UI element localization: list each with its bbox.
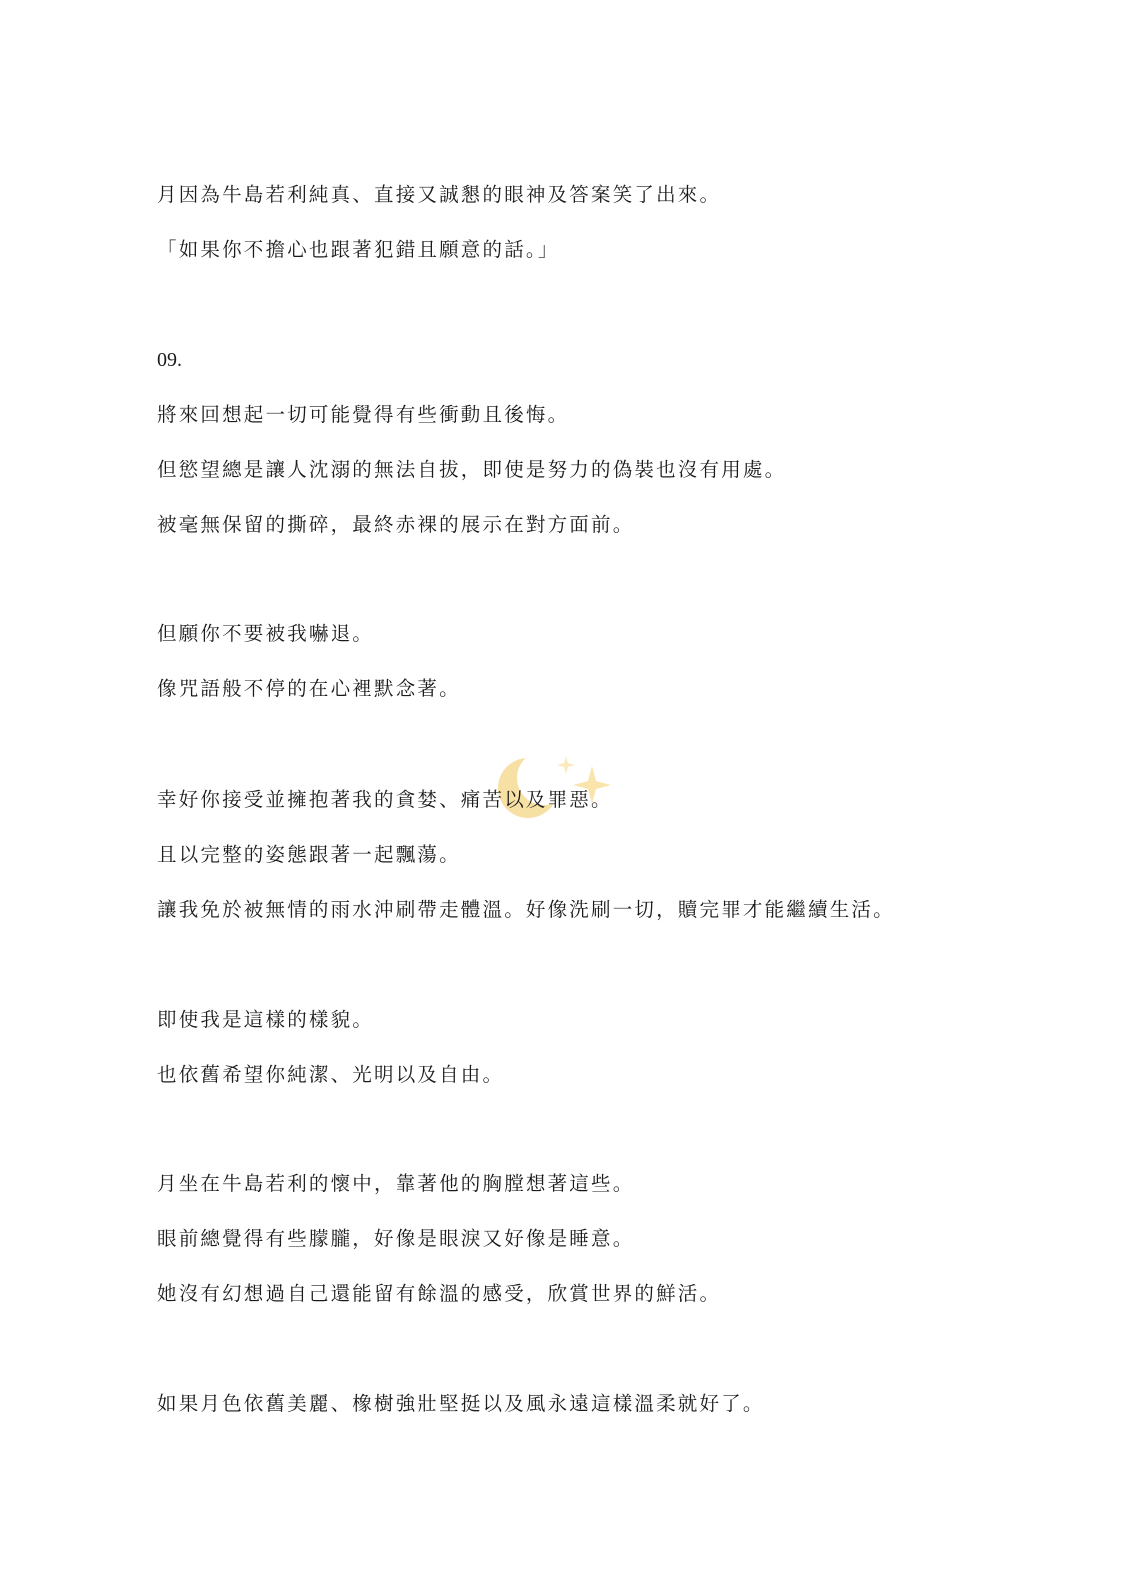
paragraph-line: 讓我免於被無情的雨水沖刷帶走體溫。好像洗刷一切，贖完罪才能繼續生活。 bbox=[157, 898, 895, 921]
paragraph-line: 被毫無保留的撕碎，最終赤裸的展示在對方面前。 bbox=[157, 513, 635, 536]
paragraph-line: 將來回想起一切可能覺得有些衝動且後悔。 bbox=[157, 403, 570, 426]
paragraph-line: 「如果你不擔心也跟著犯錯且願意的話。」 bbox=[157, 238, 560, 261]
paragraph-line: 她沒有幻想過自己還能留有餘溫的感受，欣賞世界的鮮活。 bbox=[157, 1282, 722, 1305]
paragraph-line: 月因為牛島若利純真、直接又誠懇的眼神及答案笑了出來。 bbox=[157, 183, 722, 206]
paragraph-line: 像咒語般不停的在心裡默念著。 bbox=[157, 677, 461, 700]
small-star-shape bbox=[557, 756, 575, 774]
paragraph-line: 且以完整的姿態跟著一起飄蕩。 bbox=[157, 843, 461, 866]
paragraph-line: 但慾望總是讓人沈溺的無法自拔，即使是努力的偽裝也沒有用處。 bbox=[157, 458, 787, 481]
paragraph-line: 但願你不要被我嚇退。 bbox=[157, 622, 375, 645]
paragraph-line: 月坐在牛島若利的懷中，靠著他的胸膛想著這些。 bbox=[157, 1172, 635, 1195]
section-number: 09. bbox=[157, 349, 182, 371]
paragraph-line: 即使我是這樣的樣貌。 bbox=[157, 1008, 375, 1031]
paragraph-line: 如果月色依舊美麗、橡樹強壯堅挺以及風永遠這樣溫柔就好了。 bbox=[157, 1392, 765, 1415]
paragraph-line: 也依舊希望你純潔、光明以及自由。 bbox=[157, 1063, 505, 1086]
paragraph-line: 眼前總覺得有些朦朧，好像是眼淚又好像是睡意。 bbox=[157, 1227, 635, 1250]
paragraph-line: 幸好你接受並擁抱著我的貪婪、痛苦以及罪惡。 bbox=[157, 788, 613, 811]
